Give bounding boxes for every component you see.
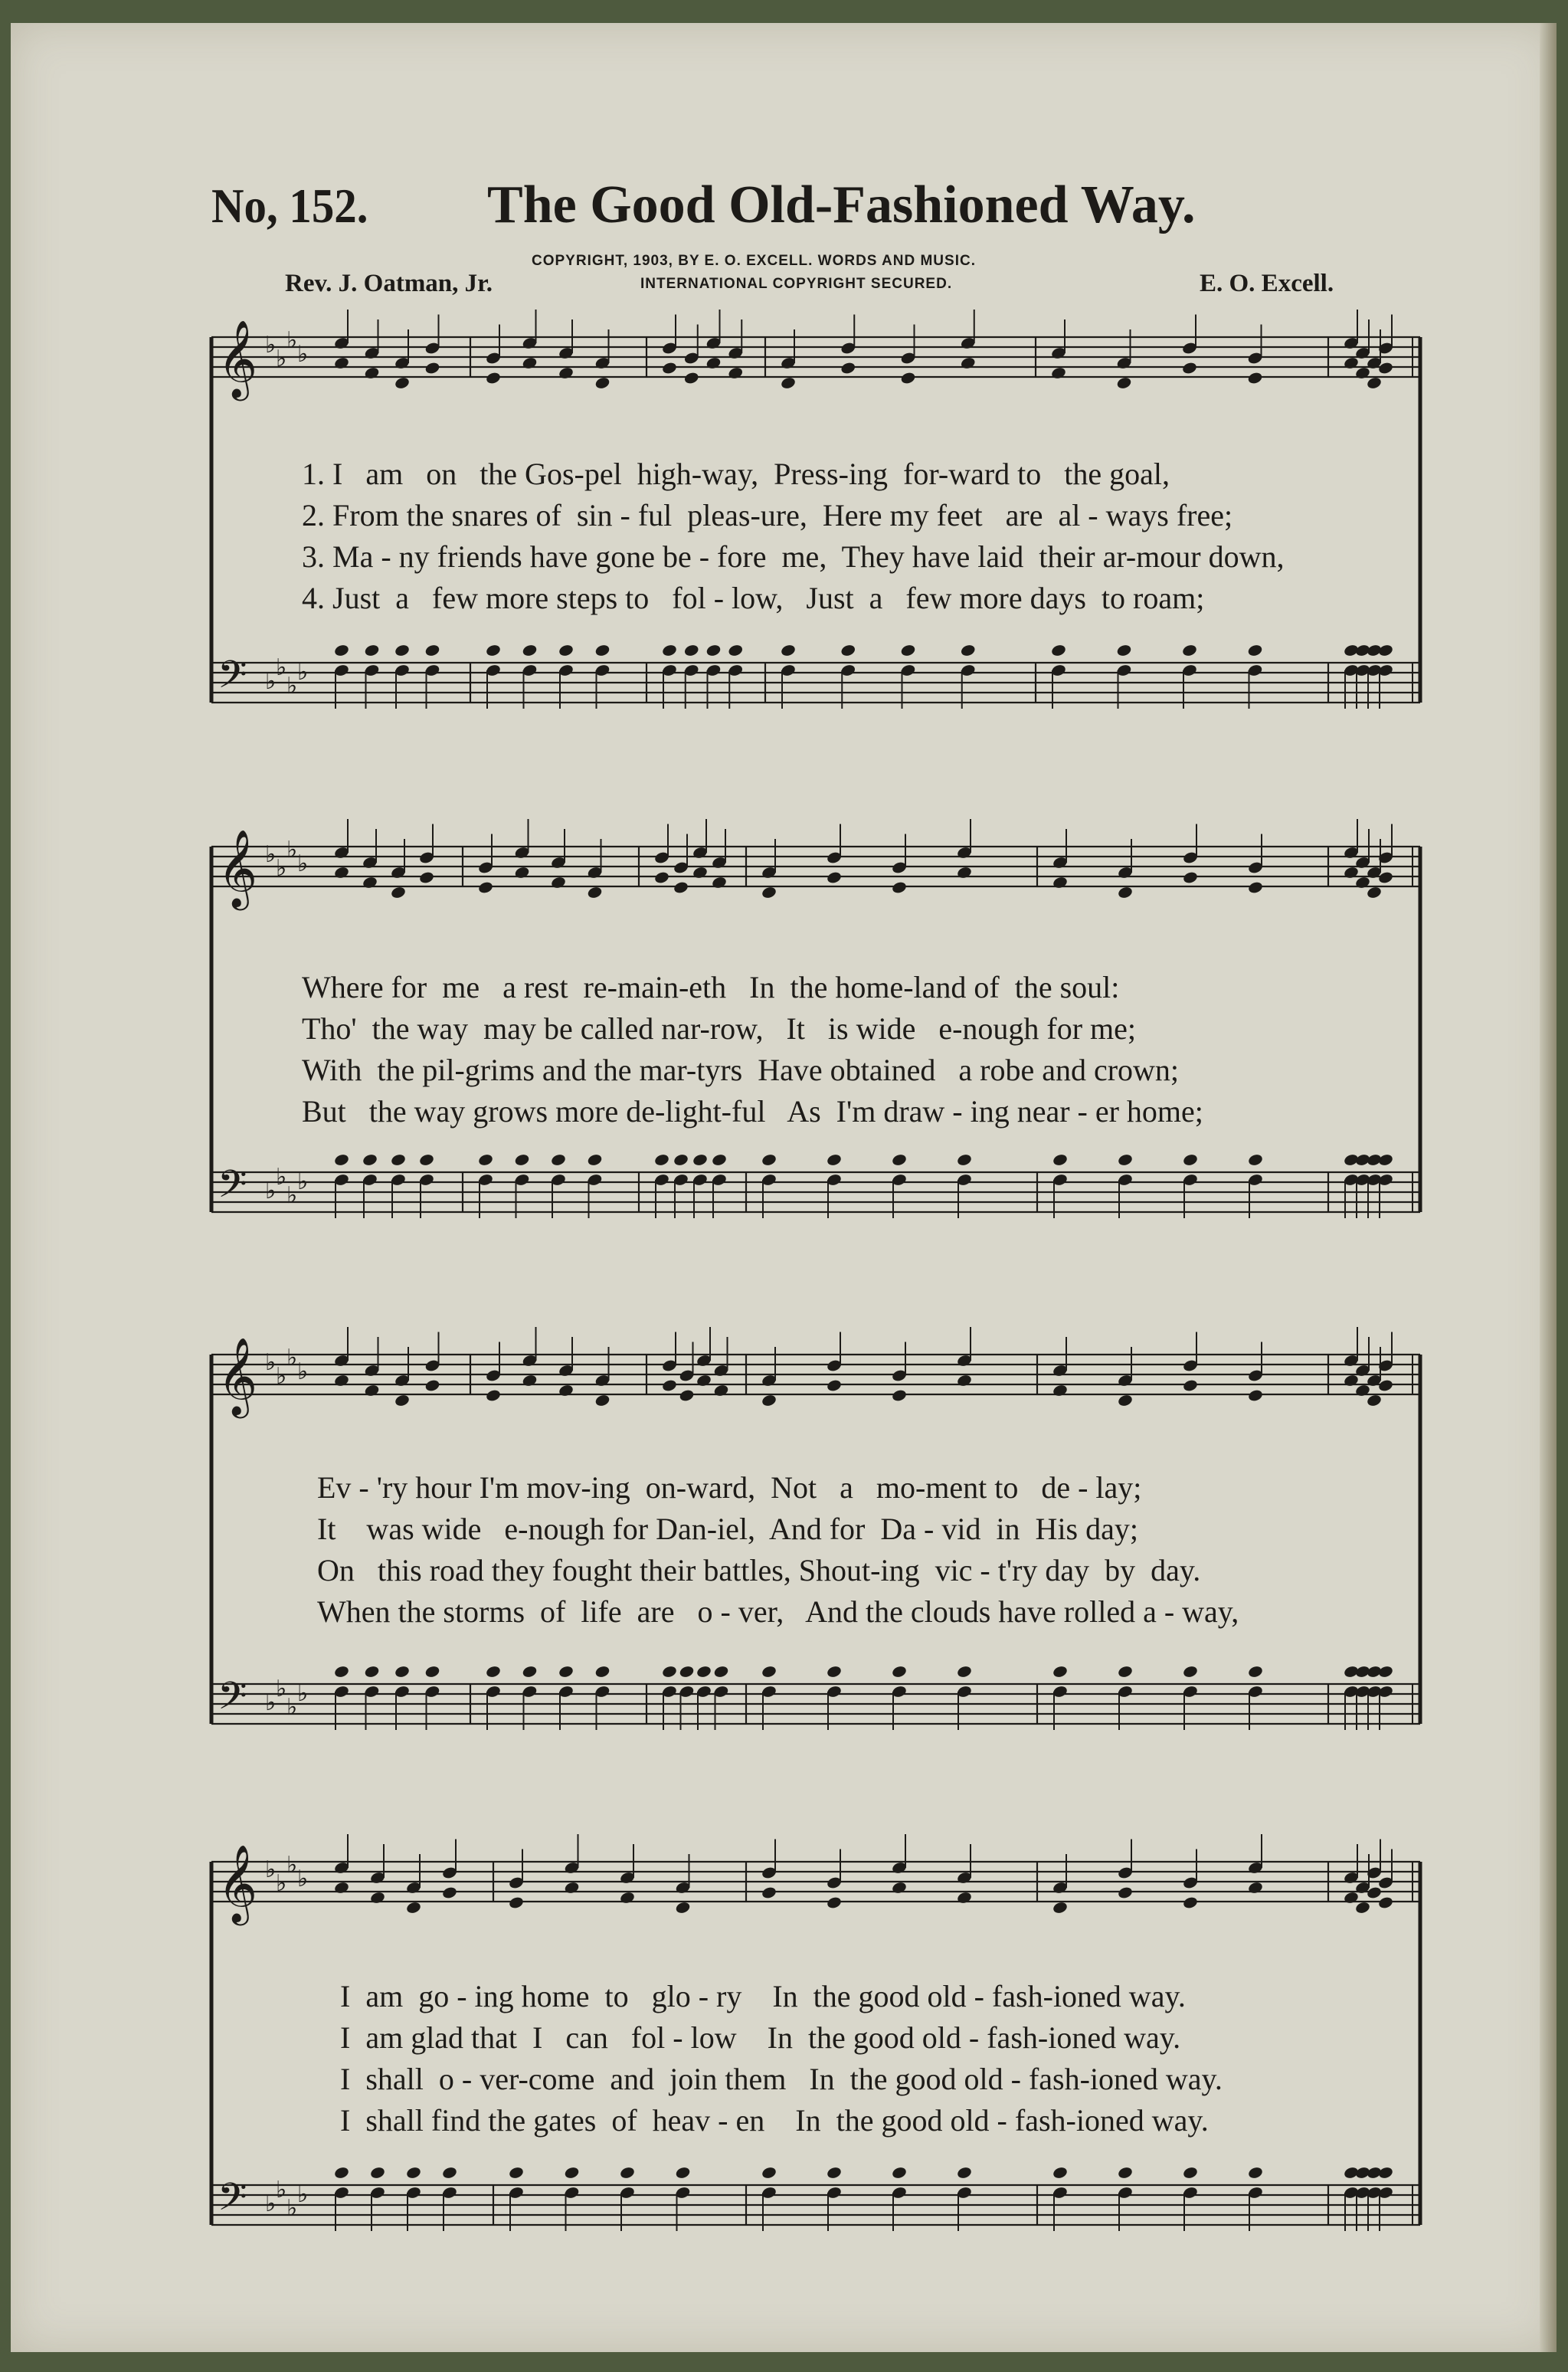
treble-clef-icon: 𝄞 xyxy=(218,1336,258,1415)
note-head xyxy=(840,644,856,657)
note-head xyxy=(728,644,744,657)
note-head xyxy=(1182,2166,1198,2180)
note-head xyxy=(728,366,744,380)
verse-1-line-system-3: Ev - 'ry hour I'm mov-ing on-ward, Not a mo-ment to de - lay; xyxy=(317,1470,1142,1505)
composer-credit: E. O. Excell. xyxy=(1200,270,1334,297)
flat-sign-icon: ♭ xyxy=(297,850,309,877)
note-head xyxy=(1377,644,1393,657)
note-head xyxy=(1247,880,1263,894)
copyright-line-2: INTERNATIONAL COPYRIGHT SECURED. xyxy=(640,276,953,292)
note-head xyxy=(956,1153,972,1167)
note-head xyxy=(405,2166,421,2180)
note-head xyxy=(661,1378,677,1392)
note-head xyxy=(1052,1665,1068,1679)
note-head xyxy=(761,1153,777,1167)
note-head xyxy=(705,356,722,370)
note-head xyxy=(826,1153,842,1167)
note-head xyxy=(960,644,976,657)
note-head xyxy=(550,1153,566,1167)
verse-4-line-system-4: I shall find the gates of heav - en In the good old - fash-ioned way. xyxy=(340,2103,1209,2138)
flat-sign-icon: ♭ xyxy=(276,1164,287,1191)
note-head xyxy=(1117,1885,1133,1899)
note-head xyxy=(1052,2166,1068,2180)
verse-3-line-system-1: 3. Ma - ny friends have gone be - fore me, They have laid their ar-mour down, xyxy=(302,539,1285,574)
flat-sign-icon: ♭ xyxy=(276,1870,287,1897)
note-head xyxy=(1354,1384,1370,1397)
flat-sign-icon: ♭ xyxy=(286,1182,298,1209)
note-head xyxy=(594,1394,611,1407)
flat-sign-icon: ♭ xyxy=(276,1363,287,1390)
note-head xyxy=(477,880,493,894)
note-head xyxy=(1116,644,1132,657)
flat-sign-icon: ♭ xyxy=(297,1866,309,1892)
note-head xyxy=(683,644,699,657)
flat-sign-icon: ♭ xyxy=(286,837,298,863)
note-head xyxy=(761,1665,777,1679)
note-head xyxy=(891,1665,907,1679)
flat-sign-icon: ♭ xyxy=(265,1178,277,1204)
note-head xyxy=(369,2166,385,2180)
note-head xyxy=(891,1388,907,1402)
note-head xyxy=(653,1153,669,1167)
note-head xyxy=(1052,1384,1068,1397)
note-head xyxy=(362,1153,378,1167)
flat-sign-icon: ♭ xyxy=(286,673,298,699)
note-head xyxy=(713,1384,729,1397)
verse-1-line-system-4: I am go - ing home to glo - ry In the good old - fash-ioned way. xyxy=(340,1979,1186,2013)
note-head xyxy=(333,644,349,657)
flat-sign-icon: ♭ xyxy=(297,1358,309,1385)
note-head xyxy=(1182,1153,1198,1167)
verse-2-line-system-4: I am glad that I can fol - low In the good old - fash-ioned way. xyxy=(340,2020,1181,2055)
note-head xyxy=(696,1374,712,1387)
note-head xyxy=(587,886,603,899)
note-head xyxy=(1182,1378,1198,1392)
note-head xyxy=(485,371,501,385)
note-head xyxy=(1247,1881,1263,1895)
note-head xyxy=(405,1901,421,1915)
note-head xyxy=(692,866,708,880)
note-head xyxy=(1343,1891,1359,1905)
note-head xyxy=(394,1394,410,1407)
note-head xyxy=(780,644,796,657)
note-head xyxy=(900,371,916,385)
note-head xyxy=(1181,361,1197,375)
note-head xyxy=(1117,886,1133,899)
note-head xyxy=(522,1374,538,1387)
note-head xyxy=(891,1881,907,1895)
note-head xyxy=(1377,2166,1393,2180)
note-head xyxy=(1366,1394,1382,1407)
note-head xyxy=(333,866,349,880)
note-head xyxy=(956,1665,972,1679)
note-head xyxy=(761,1885,777,1899)
treble-clef-icon: 𝄞 xyxy=(218,828,258,907)
note-head xyxy=(394,376,410,390)
hymnal-page xyxy=(11,23,1557,2352)
note-head xyxy=(1052,1153,1068,1167)
note-head xyxy=(1247,1665,1263,1679)
flat-sign-icon: ♭ xyxy=(286,327,298,354)
lyricist-credit: Rev. J. Oatman, Jr. xyxy=(285,270,493,297)
note-head xyxy=(679,1388,695,1402)
note-head xyxy=(364,1665,380,1679)
note-head xyxy=(522,1665,538,1679)
note-head xyxy=(692,1153,708,1167)
flat-sign-icon: ♭ xyxy=(276,1676,287,1702)
note-head xyxy=(594,376,611,390)
note-head xyxy=(679,1665,695,1679)
flat-sign-icon: ♭ xyxy=(286,1345,298,1371)
verse-3-line-system-3: On this road they fought their battles, Shout-ing vic - t'ry day by day. xyxy=(317,1553,1201,1587)
note-head xyxy=(1052,1901,1068,1915)
note-head xyxy=(1377,1895,1393,1909)
flat-sign-icon: ♭ xyxy=(265,2190,277,2217)
note-head xyxy=(333,356,349,370)
flat-sign-icon: ♭ xyxy=(265,332,277,359)
flat-sign-icon: ♭ xyxy=(265,1349,277,1376)
note-head xyxy=(826,2166,842,2180)
verse-4-line-system-2: But the way grows more de-light-ful As I'm draw - ing near - er home; xyxy=(302,1094,1203,1129)
note-head xyxy=(713,1665,729,1679)
verse-2-line-system-2: Tho' the way may be called nar-row, It is wide e-nough for me; xyxy=(302,1011,1137,1046)
note-head xyxy=(711,876,727,890)
hymn-number: No, 152. xyxy=(211,179,368,233)
note-head xyxy=(394,1665,410,1679)
flat-sign-icon: ♭ xyxy=(265,668,277,695)
note-head xyxy=(675,2166,691,2180)
note-head xyxy=(364,1384,380,1397)
note-head xyxy=(1182,1895,1198,1909)
note-head xyxy=(564,2166,580,2180)
note-head xyxy=(558,644,574,657)
treble-clef-icon: 𝄞 xyxy=(218,319,258,398)
note-head xyxy=(661,361,677,375)
note-head xyxy=(485,1665,501,1679)
treble-clef-icon: 𝄞 xyxy=(218,1843,258,1922)
flat-sign-icon: ♭ xyxy=(276,2177,287,2203)
note-head xyxy=(1247,1388,1263,1402)
note-head xyxy=(1247,2166,1263,2180)
note-head xyxy=(1343,866,1359,880)
note-head xyxy=(485,1388,501,1402)
note-head xyxy=(1247,371,1263,385)
bass-clef-icon: 𝄢 xyxy=(218,1162,247,1216)
hymn-title: The Good Old-Fashioned Way. xyxy=(487,175,1196,234)
flat-sign-icon: ♭ xyxy=(297,2181,309,2208)
copyright-line-1: COPYRIGHT, 1903, BY E. O. EXCELL. WORDS AND MUSIC. xyxy=(532,253,976,269)
note-head xyxy=(424,1378,440,1392)
note-head xyxy=(661,1665,677,1679)
note-head xyxy=(711,1153,727,1167)
note-head xyxy=(891,880,907,894)
note-head xyxy=(1117,1665,1133,1679)
note-head xyxy=(1377,1153,1393,1167)
flat-sign-icon: ♭ xyxy=(286,1852,298,1879)
note-head xyxy=(564,1881,580,1895)
note-head xyxy=(522,356,538,370)
flat-sign-icon: ♭ xyxy=(297,659,309,686)
flat-sign-icon: ♭ xyxy=(286,2195,298,2222)
note-head xyxy=(333,1881,349,1895)
note-head xyxy=(705,644,722,657)
flat-sign-icon: ♭ xyxy=(276,855,287,882)
note-head xyxy=(418,870,434,884)
flat-sign-icon: ♭ xyxy=(286,1694,298,1721)
note-head xyxy=(1366,886,1382,899)
note-head xyxy=(761,1394,777,1407)
note-head xyxy=(826,1895,842,1909)
note-head xyxy=(683,371,699,385)
verse-2-line-system-1: 2. From the snares of sin - ful pleas-ure, Here my feet are al - ways free; xyxy=(302,498,1233,532)
note-head xyxy=(673,1153,689,1167)
note-head xyxy=(390,1153,406,1167)
note-head xyxy=(1050,644,1066,657)
note-head xyxy=(390,886,406,899)
note-head xyxy=(891,2166,907,2180)
note-head xyxy=(333,1374,349,1387)
note-head xyxy=(956,1891,972,1905)
note-head xyxy=(619,1891,635,1905)
note-head xyxy=(956,1374,972,1387)
note-head xyxy=(1247,1153,1263,1167)
note-head xyxy=(661,644,677,657)
note-head xyxy=(362,876,378,890)
note-head xyxy=(1377,1665,1393,1679)
flat-sign-icon: ♭ xyxy=(297,341,309,368)
note-head xyxy=(1052,876,1068,890)
note-head xyxy=(558,1665,574,1679)
verse-4-line-system-3: When the storms of life are o - ver, And the clouds have rolled a - way, xyxy=(317,1594,1239,1629)
note-head xyxy=(594,1665,611,1679)
note-head xyxy=(1182,1665,1198,1679)
note-head xyxy=(418,1153,434,1167)
note-head xyxy=(424,361,440,375)
note-head xyxy=(826,1665,842,1679)
note-head xyxy=(653,870,669,884)
note-head xyxy=(1247,644,1263,657)
note-head xyxy=(587,1153,603,1167)
flat-sign-icon: ♭ xyxy=(276,654,287,681)
flat-sign-icon: ♭ xyxy=(276,346,287,372)
verse-1-line-system-1: 1. I am on the Gos-pel high-way, Press-ing for-ward to the goal, xyxy=(302,457,1170,491)
note-head xyxy=(558,1384,574,1397)
note-head xyxy=(424,644,440,657)
bass-clef-icon: 𝄢 xyxy=(218,1674,247,1728)
flat-sign-icon: ♭ xyxy=(297,1680,309,1707)
note-head xyxy=(826,870,842,884)
note-head xyxy=(1181,644,1197,657)
note-head xyxy=(619,2166,635,2180)
note-head xyxy=(441,2166,457,2180)
note-head xyxy=(514,1153,530,1167)
verse-3-line-system-2: With the pil-grims and the mar-tyrs Have obtained a robe and crown; xyxy=(302,1053,1180,1087)
note-head xyxy=(960,356,976,370)
verse-2-line-system-3: It was wide e-nough for Dan-iel, And for Da - vid in His day; xyxy=(317,1512,1138,1546)
note-head xyxy=(1117,1394,1133,1407)
note-head xyxy=(558,366,574,380)
note-head xyxy=(364,366,380,380)
note-head xyxy=(673,880,689,894)
note-head xyxy=(1117,2166,1133,2180)
note-head xyxy=(840,361,856,375)
verse-3-line-system-4: I shall o - ver-come and join them In the good old - fash-ioned way. xyxy=(340,2062,1223,2096)
note-head xyxy=(514,866,530,880)
note-head xyxy=(1343,356,1359,370)
bass-clef-icon: 𝄢 xyxy=(218,2175,247,2229)
note-head xyxy=(508,2166,524,2180)
note-head xyxy=(333,1665,349,1679)
note-head xyxy=(508,1895,524,1909)
verse-4-line-system-1: 4. Just a few more steps to fol - low, Just a few more days to roam; xyxy=(302,581,1205,615)
flat-sign-icon: ♭ xyxy=(297,1168,309,1195)
note-head xyxy=(1366,376,1382,390)
note-head xyxy=(1354,1901,1370,1915)
note-head xyxy=(369,1891,385,1905)
note-head xyxy=(696,1665,712,1679)
note-head xyxy=(1354,876,1370,890)
flat-sign-icon: ♭ xyxy=(265,1689,277,1716)
note-head xyxy=(424,1665,440,1679)
note-head xyxy=(900,644,916,657)
note-head xyxy=(522,644,538,657)
note-head xyxy=(333,2166,349,2180)
note-head xyxy=(550,876,566,890)
note-head xyxy=(675,1901,691,1915)
note-head xyxy=(956,866,972,880)
bass-clef-icon: 𝄢 xyxy=(218,653,247,706)
note-head xyxy=(333,1153,349,1167)
flat-sign-icon: ♭ xyxy=(265,841,277,868)
note-head xyxy=(1343,1374,1359,1387)
note-head xyxy=(1182,870,1198,884)
note-head xyxy=(780,376,796,390)
note-head xyxy=(826,1378,842,1392)
note-head xyxy=(477,1153,493,1167)
note-head xyxy=(761,2166,777,2180)
note-head xyxy=(364,644,380,657)
note-head xyxy=(1354,366,1370,380)
note-head xyxy=(394,644,410,657)
note-head xyxy=(1050,366,1066,380)
note-head xyxy=(761,886,777,899)
note-head xyxy=(1117,1153,1133,1167)
note-head xyxy=(485,644,501,657)
note-head xyxy=(891,1153,907,1167)
note-head xyxy=(956,2166,972,2180)
note-head xyxy=(441,1885,457,1899)
flat-sign-icon: ♭ xyxy=(265,1856,277,1883)
note-head xyxy=(1116,376,1132,390)
note-head xyxy=(594,644,611,657)
verse-1-line-system-2: Where for me a rest re-main-eth In the home-land of the soul: xyxy=(302,970,1120,1004)
